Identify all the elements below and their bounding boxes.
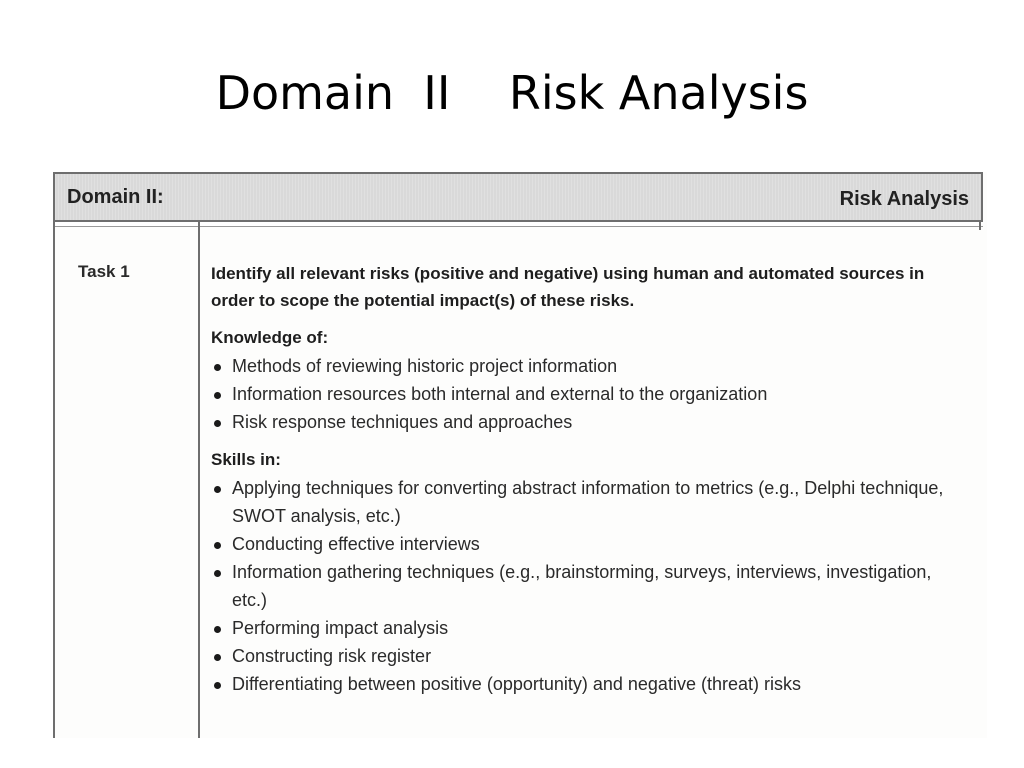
table-right-border	[979, 222, 981, 230]
knowledge-list	[211, 352, 971, 436]
skills-list	[211, 474, 971, 698]
table-left-border	[53, 222, 55, 738]
list-item: Risk response techniques and approaches	[211, 408, 971, 436]
header-divider	[53, 222, 983, 227]
header-domain-label: Domain II:	[67, 186, 164, 208]
table-header-bar	[53, 172, 983, 222]
list-item: Conducting effective interviews	[211, 530, 971, 558]
list-item: Methods of reviewing historic project information	[211, 352, 971, 380]
task-description: Identify all relevant risks (positive and negative) using human and automated sources in order to scope the potential impact(s) of these risks.	[211, 264, 925, 310]
skills-heading: Skills in:	[211, 450, 281, 469]
table-column-divider	[198, 222, 200, 738]
task-label: Task 1	[78, 262, 130, 281]
header-domain-title: Risk Analysis	[839, 188, 969, 210]
knowledge-heading: Knowledge of:	[211, 328, 329, 347]
scanned-table-image	[53, 172, 987, 738]
list-item: Performing impact analysis	[211, 614, 971, 642]
task-content	[211, 260, 971, 698]
list-item: Differentiating between positive (opportunity) and negative (threat) risks	[211, 670, 971, 698]
list-item: Constructing risk register	[211, 642, 971, 670]
list-item: Information gathering techniques (e.g., brainstorming, surveys, interviews, investigation, etc.)	[211, 558, 971, 614]
list-item: Information resources both internal and external to the organization	[211, 380, 971, 408]
list-item: Applying techniques for converting abstract information to metrics (e.g., Delphi technique, SWOT analysis, etc.)	[211, 474, 971, 530]
slide-title: Domain II Risk Analysis	[215, 66, 809, 120]
